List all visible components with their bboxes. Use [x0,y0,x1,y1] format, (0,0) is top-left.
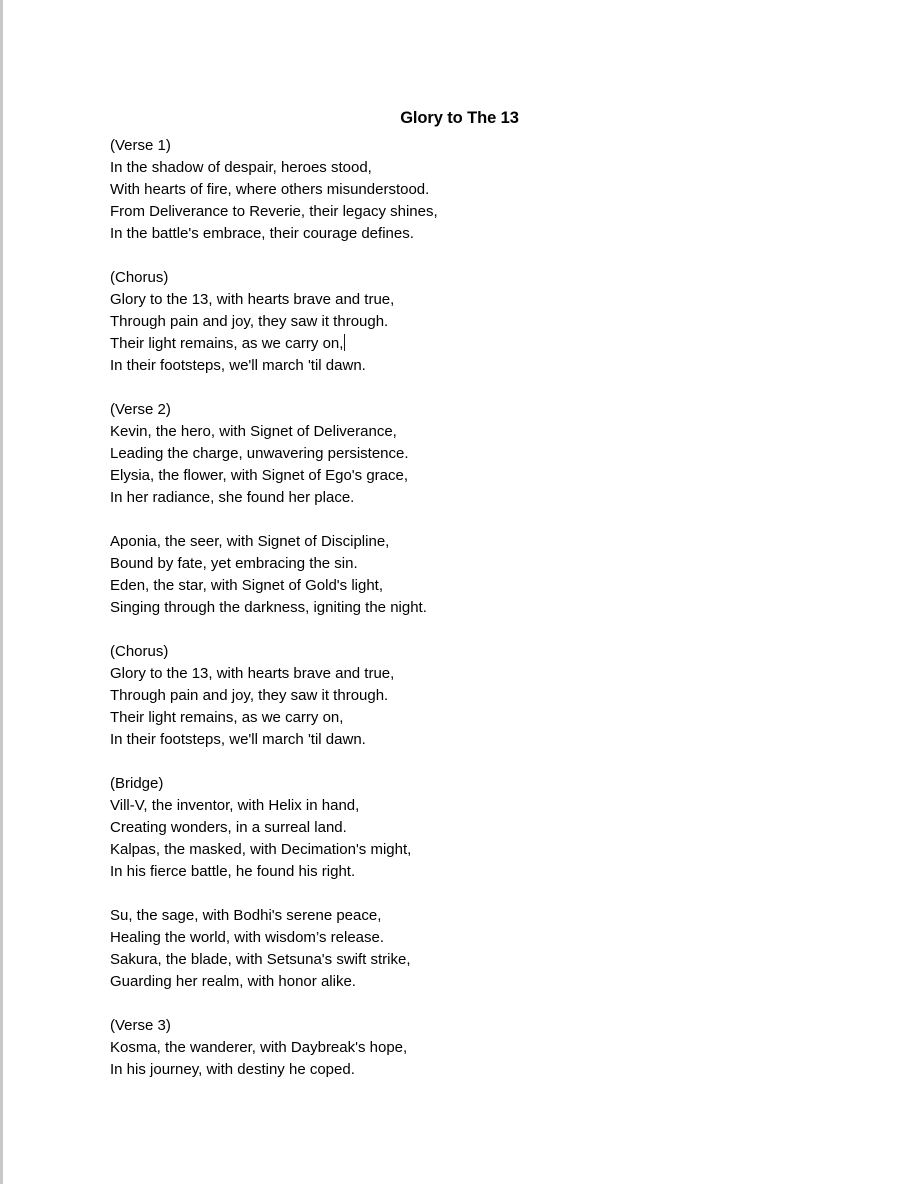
lyrics-line: (Verse 3) [110,1017,171,1034]
lyrics-line: (Verse 2) [110,401,171,418]
lyrics-line: Their light remains, as we carry on, [110,335,344,352]
lyrics-stanza [110,267,750,377]
lyrics-line: Eden, the star, with Signet of Gold's light, [110,577,384,594]
lyrics-line: In the battle's embrace, their courage defines. [110,225,414,242]
lyrics-line: Healing the world, with wisdom’s release. [110,929,385,946]
lyrics-stanza [110,399,750,509]
lyrics-line: In his journey, with destiny he coped. [110,1061,355,1078]
lyrics-stanza [110,135,750,245]
lyrics-line: Aponia, the seer, with Signet of Discipline, [110,533,390,550]
lyrics-line: Su, the sage, with Bodhi's serene peace, [110,907,382,924]
lyrics-line: Sakura, the blade, with Setsuna's swift strike, [110,951,411,968]
lyrics-stanza [110,641,750,751]
lyrics-line: Through pain and joy, they saw it through. [110,313,389,330]
lyrics-line: In the shadow of despair, heroes stood, [110,159,372,176]
text-cursor-caret [344,334,345,351]
lyrics-line: From Deliverance to Reverie, their legacy shines, [110,203,438,220]
lyrics-text-body[interactable] [110,135,750,1081]
lyrics-stanza [110,1015,750,1081]
page-title: Glory to The 13 [400,109,519,127]
lyrics-line: (Bridge) [110,775,164,792]
lyrics-stanza [110,531,750,619]
lyrics-line: In his fierce battle, he found his right. [110,863,356,880]
lyrics-line: (Chorus) [110,269,169,286]
lyrics-line: In her radiance, she found her place. [110,489,355,506]
lyrics-line: Kalpas, the masked, with Decimation's might, [110,841,412,858]
lyrics-line: Their light remains, as we carry on, [110,709,344,726]
lyrics-line: Guarding her realm, with honor alike. [110,973,356,990]
lyrics-line: Elysia, the flower, with Signet of Ego's grace, [110,467,409,484]
lyrics-stanza [110,773,750,883]
lyrics-line: Vill-V, the inventor, with Helix in hand, [110,797,360,814]
lyrics-line: Glory to the 13, with hearts brave and true, [110,291,395,308]
lyrics-line: Leading the charge, unwavering persistence. [110,445,409,462]
lyrics-line: With hearts of fire, where others misunderstood. [110,181,430,198]
lyrics-line: Through pain and joy, they saw it through. [110,687,389,704]
lyrics-line: Singing through the darkness, igniting the night. [110,599,427,616]
lyrics-line: In their footsteps, we'll march 'til dawn. [110,357,366,374]
lyrics-line: Kosma, the wanderer, with Daybreak's hope, [110,1039,408,1056]
lyrics-line: Bound by fate, yet embracing the sin. [110,555,358,572]
lyrics-line: In their footsteps, we'll march 'til dawn. [110,731,366,748]
lyrics-line: Creating wonders, in a surreal land. [110,819,347,836]
lyrics-line: (Verse 1) [110,137,171,154]
lyrics-line: (Chorus) [110,643,169,660]
lyrics-stanza [110,905,750,993]
lyrics-line: Kevin, the hero, with Signet of Deliverance, [110,423,397,440]
lyrics-line: Glory to the 13, with hearts brave and true, [110,665,395,682]
